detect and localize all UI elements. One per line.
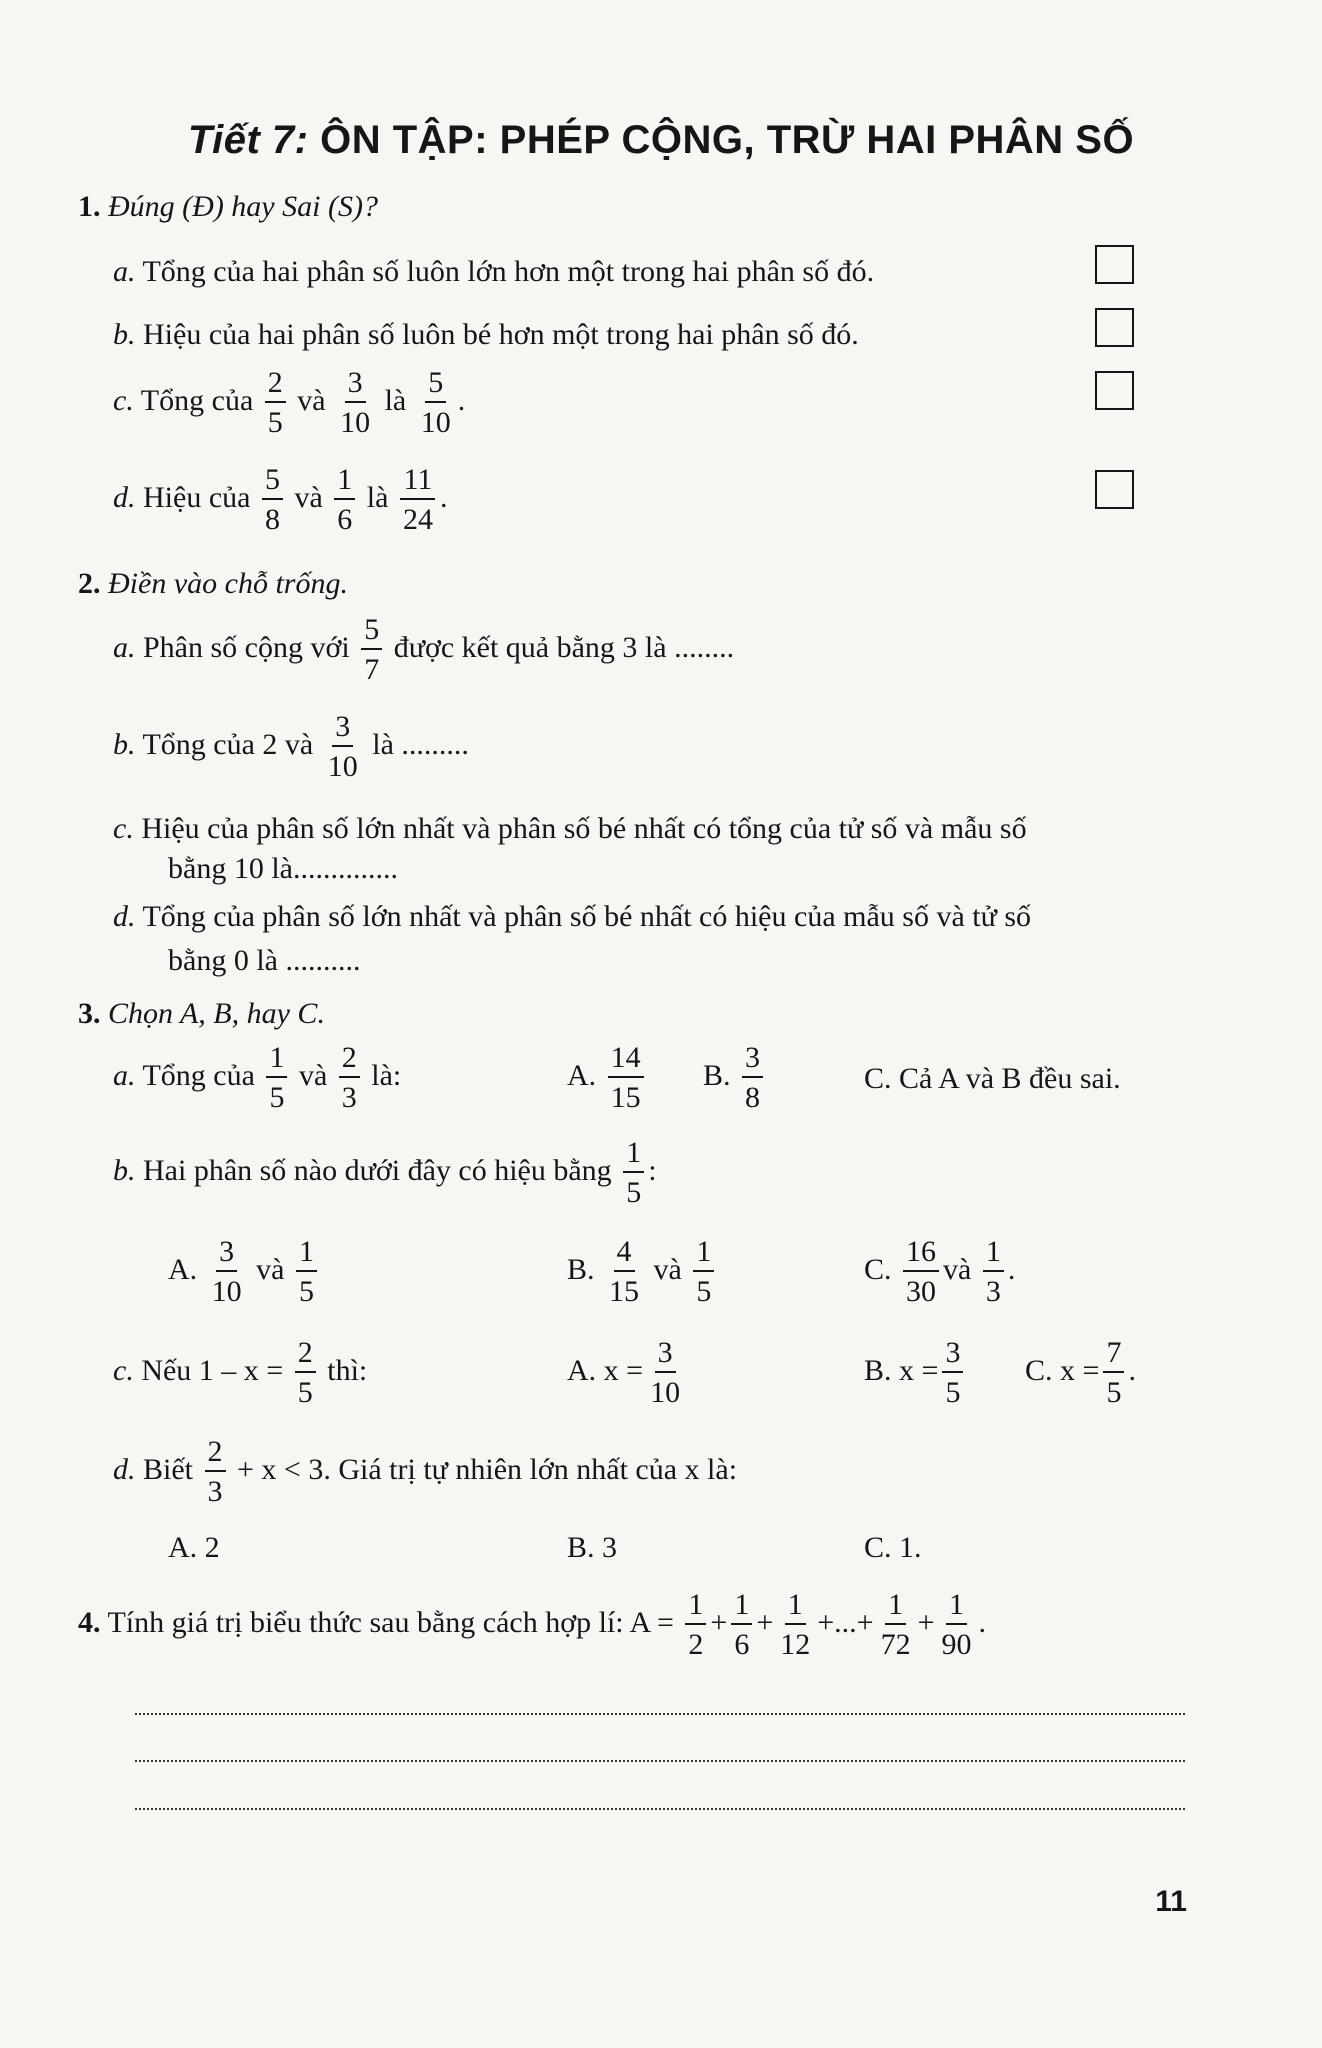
q1d-text-4: .: [439, 480, 448, 514]
q3-number: 3.: [78, 997, 101, 1030]
option-fraction: [942, 1338, 963, 1408]
q2-instruction: Điền vào chỗ trống.: [108, 567, 348, 600]
denominator: 30: [906, 1275, 937, 1308]
numerator: 1: [785, 1590, 806, 1625]
q3a-text-1: Tổng của: [142, 1058, 255, 1092]
q2d-line-1: Tổng của phân số lớn nhất và phân số bé nhất có hiệu của mẫu số và tử số: [142, 900, 1032, 933]
option-fraction: [647, 1338, 683, 1408]
title-main: ÔN TẬP: PHÉP CỘNG, TRỪ HAI PHÂN SỐ: [320, 118, 1135, 162]
denominator: 90: [941, 1628, 972, 1661]
q1c-text-3: là: [384, 383, 407, 417]
q3c-text-1: Nếu 1 – x =: [141, 1353, 284, 1387]
numerator: 3: [942, 1338, 963, 1373]
q1d: [113, 465, 447, 535]
option-fraction-2: [983, 1237, 1004, 1307]
q2d: [113, 900, 1031, 934]
q2b-text-1: Tổng của 2 và: [142, 727, 314, 761]
q1a-answer-box[interactable]: [1095, 245, 1134, 284]
numerator: 3: [345, 368, 366, 403]
q3c-label: c.: [113, 1353, 134, 1387]
q1b: [113, 318, 859, 352]
denominator: 5: [269, 1081, 285, 1114]
q1c-fraction-3: [418, 368, 454, 438]
q4-end: .: [978, 1605, 987, 1639]
denominator: 5: [297, 1376, 313, 1409]
q3b: [113, 1138, 657, 1208]
q3b-text-1: Hai phân số nào dưới đây có hiệu bằng: [143, 1153, 612, 1187]
numerator: 1: [731, 1590, 752, 1625]
q2a-fraction: [361, 615, 382, 685]
q3b-fraction: [623, 1138, 644, 1208]
denominator: 72: [880, 1628, 911, 1661]
q2a-text-1: Phân số cộng với: [143, 630, 350, 664]
q1-number: 1.: [78, 190, 101, 223]
numerator: 3: [216, 1237, 237, 1272]
q1c: [113, 368, 465, 438]
q3b-option-c[interactable]: [864, 1237, 1015, 1307]
option-fraction: [1103, 1338, 1124, 1408]
numerator: 2: [295, 1338, 316, 1373]
q1b-answer-box[interactable]: [1095, 308, 1134, 347]
q1c-label: c.: [113, 383, 134, 417]
q1d-fraction-1: [262, 465, 283, 535]
option-fraction-1: [606, 1237, 642, 1307]
denominator: 6: [734, 1628, 750, 1661]
q3c-option-c[interactable]: [1025, 1338, 1136, 1408]
denominator: 6: [337, 503, 353, 536]
q2c-label: c.: [113, 812, 134, 845]
q1-instruction: Đúng (Đ) hay Sai (S)?: [108, 190, 378, 223]
numerator: 1: [296, 1237, 317, 1272]
q4-plus: +: [917, 1605, 935, 1639]
denominator: 3: [341, 1081, 357, 1114]
q1c-text-1: Tổng của: [140, 383, 254, 417]
q3c-option-a[interactable]: [567, 1338, 687, 1408]
numerator: 1: [693, 1237, 714, 1272]
numerator: 1: [623, 1138, 644, 1173]
q2b-fraction: [325, 712, 361, 782]
q4-ellipsis: +...+: [817, 1605, 874, 1639]
denominator: 10: [650, 1376, 681, 1409]
option-conjunction: và: [943, 1252, 972, 1286]
option-fraction: [608, 1043, 644, 1113]
q3d-fraction: [205, 1437, 226, 1507]
numerator: 2: [205, 1437, 226, 1472]
q3c-fraction: [295, 1338, 316, 1408]
q1d-text-1: Hiệu của: [143, 480, 251, 514]
q1-heading: [78, 190, 378, 224]
numerator: 1: [946, 1590, 967, 1625]
q3a-option-b[interactable]: [703, 1043, 767, 1113]
numerator: 4: [614, 1237, 635, 1272]
option-end: .: [1007, 1252, 1016, 1286]
q1d-fraction-2: [334, 465, 355, 535]
numerator: 16: [903, 1237, 939, 1272]
q3a-option-a[interactable]: [567, 1043, 648, 1113]
numerator: 5: [361, 615, 382, 650]
q3d-label: d.: [113, 1452, 136, 1486]
title-prefix: Tiết 7:: [187, 118, 309, 162]
q3d-option-b[interactable]: B. 3: [567, 1531, 618, 1564]
q2b-label: b.: [113, 727, 136, 761]
q4-fraction-3: [777, 1590, 813, 1660]
answer-line-2[interactable]: [135, 1760, 1185, 1762]
denominator: 5: [267, 406, 283, 439]
option-label: B. x =: [864, 1353, 939, 1387]
q4-fraction-1: [685, 1590, 706, 1660]
denominator: 5: [299, 1275, 314, 1308]
option-fraction-1: [903, 1237, 939, 1307]
option-label: B.: [703, 1058, 731, 1092]
q3a-text-2: và: [298, 1058, 328, 1092]
q2a-label: a.: [113, 630, 136, 664]
option-conjunction: và: [256, 1252, 285, 1286]
q2d-label: d.: [113, 900, 136, 933]
denominator: 3: [985, 1275, 1001, 1308]
denominator: 15: [609, 1275, 640, 1308]
numerator: 3: [332, 712, 353, 747]
q3b-label: b.: [113, 1153, 136, 1187]
q3a-fraction-2: [339, 1043, 360, 1113]
q2d-line-2: bằng 0 là ..........: [168, 944, 361, 977]
numerator: 2: [339, 1043, 360, 1078]
q4-text: Tính giá trị biểu thức sau bằng cách hợp lí: A =: [107, 1605, 674, 1639]
q4-number: 4.: [78, 1605, 101, 1639]
q3d-option-a[interactable]: A. 2: [168, 1531, 220, 1564]
option-label: A. x =: [567, 1353, 644, 1387]
denominator: 10: [211, 1275, 242, 1308]
denominator: 5: [945, 1376, 961, 1409]
q1a-text: Tổng của hai phân số luôn lớn hơn một trong hai phân số đó.: [142, 255, 875, 288]
denominator: 10: [420, 406, 451, 439]
q3d: [113, 1437, 737, 1507]
answer-line-1[interactable]: [135, 1713, 1185, 1715]
denominator: 5: [696, 1275, 712, 1308]
q3c-text-2: thì:: [327, 1353, 368, 1387]
q4-fraction-2: [731, 1590, 752, 1660]
q3c: [113, 1338, 367, 1408]
q2-number: 2.: [78, 567, 101, 600]
q1d-fraction-3: [400, 465, 436, 535]
q3a-option-c[interactable]: C. Cả A và B đều sai.: [864, 1062, 1121, 1095]
denominator: 10: [327, 750, 358, 783]
q3a-fraction-1: [266, 1043, 287, 1113]
option-fraction-2: [296, 1237, 317, 1307]
page-title: [0, 118, 1322, 163]
numerator: 2: [265, 368, 286, 403]
q1b-label: b.: [113, 318, 136, 351]
q1a-label: a.: [113, 255, 136, 288]
q1d-text-2: và: [294, 480, 323, 514]
q4-plus: +: [756, 1605, 774, 1639]
numerator: 1: [885, 1590, 906, 1625]
denominator: 2: [688, 1628, 704, 1661]
q3d-text-1: Biết: [143, 1452, 193, 1486]
q3c-option-b[interactable]: [864, 1338, 967, 1408]
numerator: 1: [334, 465, 355, 500]
option-label: B.: [567, 1252, 595, 1286]
numerator: 11: [400, 465, 435, 500]
q2a-text-2: được kết quả bằng 3 là ........: [393, 630, 735, 664]
denominator: 5: [626, 1176, 642, 1209]
page-number: 11: [1155, 1885, 1187, 1918]
q3b-text-2: :: [648, 1153, 657, 1187]
option-fraction-2: [693, 1237, 714, 1307]
q3d-text-2: + x < 3. Giá trị tự nhiên lớn nhất của x là:: [237, 1452, 738, 1486]
option-fraction-1: [209, 1237, 245, 1307]
q3a-text-3: là:: [371, 1058, 402, 1092]
option-label: A.: [567, 1058, 597, 1092]
denominator: 24: [402, 503, 433, 536]
q2c-line-2: bằng 10 là..............: [168, 852, 398, 885]
numerator: 3: [742, 1043, 763, 1078]
q1c-text-2: và: [297, 383, 326, 417]
option-label: C. x =: [1025, 1353, 1100, 1387]
denominator: 8: [745, 1081, 761, 1114]
q1c-answer-box[interactable]: [1095, 371, 1134, 410]
numerator: 3: [655, 1338, 676, 1373]
q1c-fraction-1: [265, 368, 286, 438]
q2a: [113, 615, 734, 685]
q3a-label: a.: [113, 1058, 136, 1092]
option-label: C.: [864, 1252, 892, 1286]
q1b-text: Hiệu của hai phân số luôn bé hơn một trong hai phân số đó.: [143, 318, 859, 351]
q1a: [113, 255, 874, 289]
denominator: 8: [264, 503, 280, 536]
q1d-answer-box[interactable]: [1095, 470, 1134, 509]
q1c-fraction-2: [337, 368, 373, 438]
numerator: 1: [685, 1590, 706, 1625]
q4-fraction-4: [878, 1590, 914, 1660]
denominator: 7: [364, 653, 380, 686]
q3a: [113, 1043, 401, 1113]
denominator: 15: [610, 1081, 641, 1114]
denominator: 5: [1106, 1376, 1122, 1409]
q1d-label: d.: [113, 480, 136, 514]
option-conjunction: và: [653, 1252, 682, 1286]
q1c-text-4: .: [457, 383, 466, 417]
q3b-option-a[interactable]: [168, 1237, 321, 1307]
denominator: 10: [340, 406, 371, 439]
q2b: [113, 712, 469, 782]
q2-heading: [78, 567, 348, 601]
numerator: 5: [425, 368, 446, 403]
q3-heading: [78, 997, 325, 1031]
q3d-option-c[interactable]: C. 1.: [864, 1531, 922, 1564]
q4-plus: +: [710, 1605, 728, 1639]
q3-instruction: Chọn A, B, hay C.: [108, 997, 325, 1030]
q2c: [113, 812, 1027, 846]
q2c-line-1: Hiệu của phân số lớn nhất và phân số bé nhất có tổng của tử số và mẫu số: [141, 812, 1027, 845]
option-end: .: [1128, 1353, 1136, 1387]
option-fraction: [742, 1043, 763, 1113]
q1d-text-3: là: [366, 480, 389, 514]
numerator: 1: [266, 1043, 287, 1078]
answer-line-3[interactable]: [135, 1808, 1185, 1810]
option-label: A.: [168, 1252, 198, 1286]
numerator: 14: [608, 1043, 644, 1078]
denominator: 3: [207, 1475, 223, 1508]
q4-fraction-5: [939, 1590, 975, 1660]
q4: [78, 1590, 986, 1660]
numerator: 7: [1103, 1338, 1124, 1373]
numerator: 5: [262, 465, 283, 500]
q2b-text-2: là .........: [372, 727, 469, 761]
q3b-option-b[interactable]: [567, 1237, 718, 1307]
numerator: 1: [983, 1237, 1004, 1272]
denominator: 12: [780, 1628, 811, 1661]
